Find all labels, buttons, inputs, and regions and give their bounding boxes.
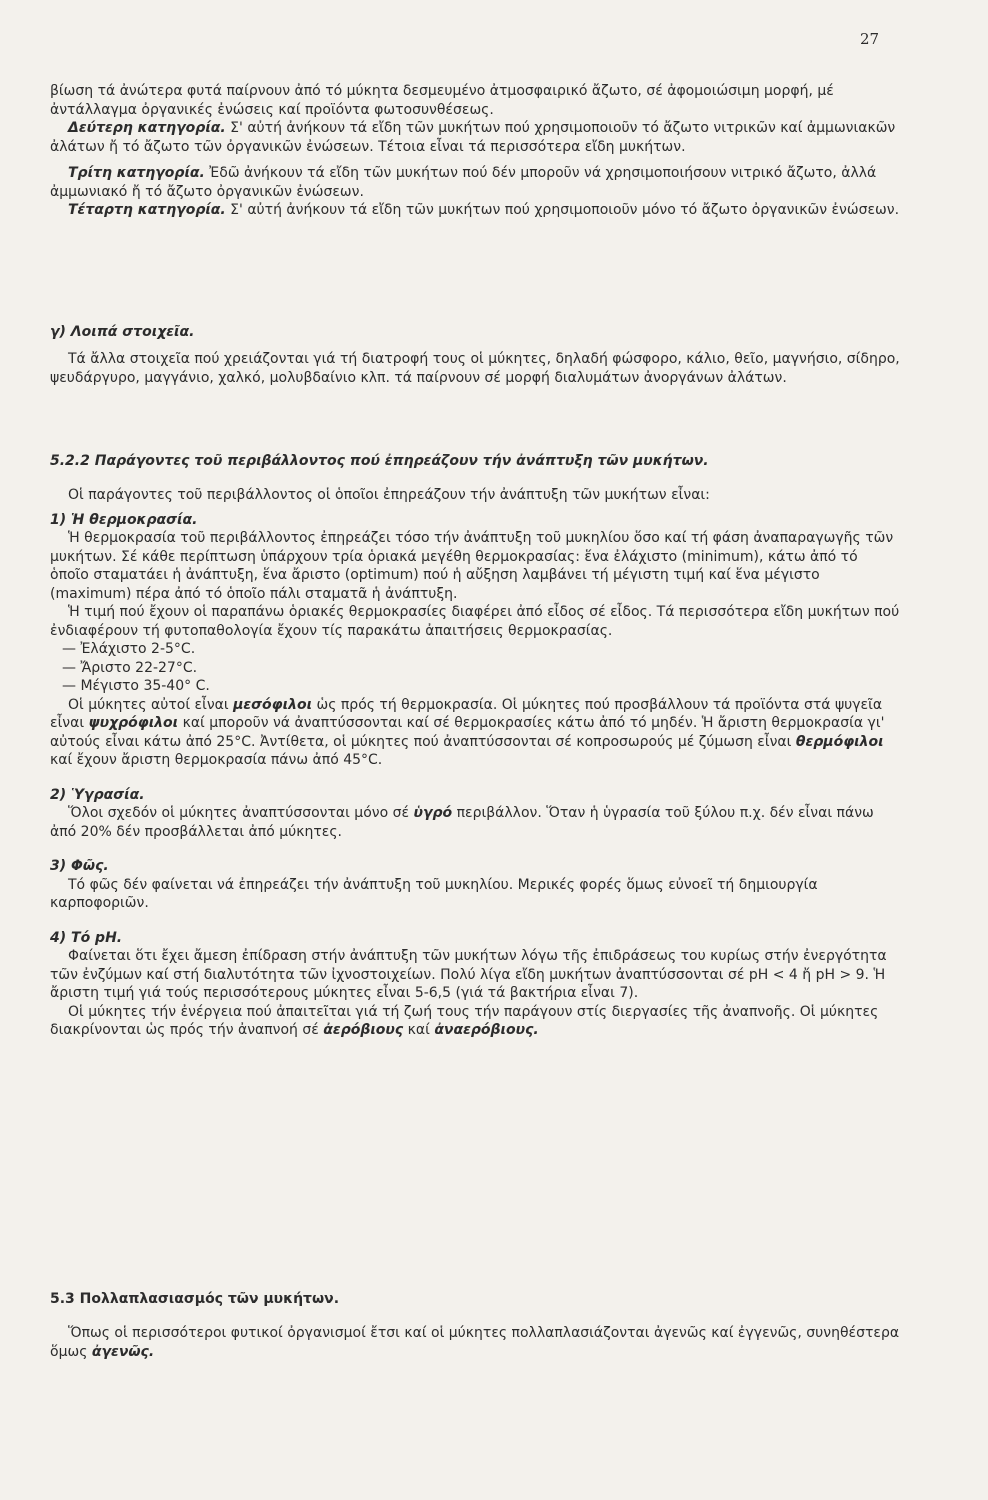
list-item: — Μέγιστο 35-40° C.: [62, 677, 900, 696]
paragraph-ph-1: Φαίνεται ὅτι ἔχει ἄμεση ἐπίδραση στήν ἀνάπτυξη τῶν μυκήτων λόγω τῆς ἐπιδράσεως του κυρίως στήν ἐνεργότητα τῶν ἐνζύμων καί στή διαλυτότητα τῶν ἰχνοστοιχείων. Πολύ λίγα εἴδη μυκήτων ἀναπτύσσονται σέ pH < 4 ἤ pH > 9. Ἡ ἄριστη τιμή γιά τούς περισσότερους μύκητες εἶναι 5-6,5 (γιά τά βακτήρια εἶναι 7).: [50, 948, 887, 1001]
temperature-list: [50, 640, 900, 696]
paragraph-cat4: [50, 201, 900, 220]
paragraph-factors-intro: Οἱ παράγοντες τοῦ περιβάλλοντος οἱ ὁποῖοι ἐπηρεάζουν τήν ἀνάπτυξη τῶν μυκήτων εἶναι:: [68, 487, 710, 503]
cat2-label: Δεύτερη κατηγορία.: [68, 120, 226, 136]
heading-light: 3) Φῶς.: [50, 858, 109, 874]
term-thermophilic: θερμόφιλοι: [795, 733, 884, 750]
paragraph-cat2: [50, 119, 900, 156]
page-number: 27: [860, 30, 880, 48]
paragraph-temperature-2: Ἡ τιμή πού ἔχουν οἱ παραπάνω ὁριακές θερμοκρασίες διαφέρει ἀπό εἶδος σέ εἶδος. Τά περισσότερα εἴδη μυκήτων πού ἐνδιαφέρουν τή φυτοπαθολογία ἔχουν τίς παρακάτω ἀπαιτήσεις θερμοκρασίας.: [50, 604, 900, 639]
paragraph-temperature-1: Ἡ θερμοκρασία τοῦ περιβάλλοντος ἐπηρεάζει τόσο τήν ἀνάπτυξη τοῦ μυκηλίου ὅσο καί τή φάση ἀναπαραγωγῆς τῶν μυκήτων. Σέ κάθε περίπτωση ὑπάρχουν τρία ὁριακά μεγέθη θερμοκρασίας: ἕνα ἐλάχιστο (minimum), κάτω ἀπό τό ὁποῖο σταματάει ἡ ἀνάπτυξη, ἕνα ἄριστο (optimum) πού ἡ αὔξηση λαμβάνει τή μέγιστη τιμή καί ἕνα μέγιστο (maximum) πέρα ἀπό τό ὁποῖο πάλι σταματᾶ ἡ ἀνάπτυξη.: [50, 530, 894, 602]
paragraph-humidity: [50, 804, 900, 841]
cat2-text: Σ' αὐτή ἀνήκουν τά εἴδη τῶν μυκήτων πού χρησιμοποιοῦν τό ἄζωτο νιτρικῶν καί ἀμμωνιακῶν ἀλάτων ἤ τό ἄζωτο τῶν ὀργανικῶν ἐνώσεων. Τέτοια εἶναι τά περισσότερα εἴδη μυκήτων.: [50, 120, 896, 155]
cat4-label: Τέταρτη κατηγορία.: [68, 202, 226, 218]
heading-5-3: 5.3 Πολλαπλασιασμός τῶν μυκήτων.: [50, 1291, 340, 1307]
paragraph-intro: βίωση τά ἀνώτερα φυτά παίρνουν ἀπό τό μύκητα δεσμευμένο ἀτμοσφαιρικό ἄζωτο, σέ ἀφομοιώσιμη μορφή, μέ ἀντάλλαγμα ὀργανικές ἐνώσεις καί προϊόντα φωτοσυνθέσεως.: [50, 83, 834, 118]
term-anaerobic: ἀναερόβιους.: [434, 1022, 539, 1038]
heading-temperature: 1) Ἡ θερμοκρασία.: [50, 511, 198, 528]
term-asexually: ἀγενῶς.: [91, 1343, 155, 1360]
cat4-text: Σ' αὐτή ἀνήκουν τά εἴδη τῶν μυκήτων πού χρησιμοποιοῦν μόνο τό ἄζωτο ὀργανικῶν ἐνώσεων.: [225, 202, 900, 218]
heading-5-2-2: 5.2.2 Παράγοντες τοῦ περιβάλλοντος πού ἐπηρεάζουν τήν ἀνάπτυξη τῶν μυκήτων.: [50, 453, 709, 469]
term-aerobic: ἀερόβιους: [323, 1022, 404, 1038]
paragraph-other: Τά ἄλλα στοιχεῖα πού χρειάζονται γιά τή διατροφή τους οἱ μύκητες, δηλαδή φώσφορο, κάλιο, θεῖο, μαγνήσιο, σίδηρο, ψευδάργυρο, μαγγάνιο, χαλκό, μολυβδαίνιο κλπ. τά παίρνουν σέ μορφή διαλυμάτων ἀνοργάνων ἀλάτων.: [50, 351, 900, 386]
term-psychrophilic: ψυχρόφιλοι: [88, 715, 179, 731]
list-item: — Ἄριστο 22-27°C.: [62, 659, 900, 678]
text: καί: [403, 1022, 435, 1038]
other-block: [50, 350, 900, 387]
cat3-label: Τρίτη κατηγορία.: [68, 165, 205, 181]
top-block: [50, 82, 900, 220]
term-wet: ὑγρό: [413, 805, 453, 821]
list-item: — Ἐλάχιστο 2-5°C.: [62, 640, 900, 659]
text: καί μποροῦν νά ἀναπτύσσονται καί σέ θερμοκρασίες κάτω ἀπό τό μηδέν. Ἡ ἄριστη θερμοκρασία γι' αὐτούς εἶναι κάτω ἀπό 25°C. Ἀντίθετα, οἱ μύκητες πού ἀναπτύσσονται σέ κοπροσωρούς μέ ζύμωση εἶναι: [50, 715, 885, 750]
paragraph-temperature-3: [50, 696, 900, 770]
text: καί ἔχουν ἄριστη θερμοκρασία πάνω ἀπό 45°C.: [50, 752, 383, 768]
term-mesophilic: μεσόφιλοι: [233, 696, 313, 713]
heading-other-elements: γ) Λοιπά στοιχεῖα.: [50, 324, 195, 340]
paragraph-ph-2: [50, 1003, 900, 1040]
paragraph-light: Τό φῶς δέν φαίνεται νά ἐπηρεάζει τήν ἀνάπτυξη τοῦ μυκηλίου. Μερικές φορές ὅμως εὐνοεῖ τή δημιουργία καρποφοριῶν.: [50, 876, 818, 911]
text: Οἱ μύκητες τήν ἐνέργεια πού ἀπαιτεῖται γιά τή ζωή τους τήν παράγουν στίς διεργασίες τῆς ἀναπνοῆς. Οἱ μύκητες διακρίνονται ὡς πρός τήν ἀναπνοή σέ: [50, 1003, 879, 1038]
s522-block: [50, 486, 900, 1040]
text: ὡς πρός τή θερμοκρασία. Οἱ μύκητες πού προσβάλλουν τά προϊόντα στά ψυγεῖα εἶναι: [50, 696, 883, 731]
heading-humidity: 2) Ὑγρασία.: [50, 786, 145, 803]
s53-block: [50, 1324, 900, 1361]
text: Οἱ μύκητες αὐτοί εἶναι: [68, 696, 234, 713]
paragraph-cat3: [50, 164, 900, 201]
text: Ὅπως οἱ περισσότεροι φυτικοί ὀργανισμοί ἔτσι καί οἱ μύκητες πολλαπλασιάζονται ἀγενῶς καί ἐγγενῶς, συνηθέστερα ὅμως: [50, 1325, 900, 1360]
paragraph-multiplication: [50, 1324, 900, 1361]
text: Ὅλοι σχεδόν οἱ μύκητες ἀναπτύσσονται μόνο σέ: [68, 805, 414, 821]
heading-ph: 4) Τό pH.: [50, 929, 123, 946]
cat3-text: Ἐδῶ ἀνήκουν τά εἴδη τῶν μυκήτων πού δέν μποροῦν νά χρησιμοποιήσουν νιτρικό ἄζωτο, ἀλλά ἀμμωνιακό ἤ τό ἄζωτο ὀργανικῶν ἐνώσεων.: [50, 165, 877, 200]
text: περιβάλλον. Ὅταν ἡ ὑγρασία τοῦ ξύλου π.χ. δέν εἶναι πάνω ἀπό 20% δέν προσβάλλεται ἀπό μύκητες.: [50, 805, 874, 840]
